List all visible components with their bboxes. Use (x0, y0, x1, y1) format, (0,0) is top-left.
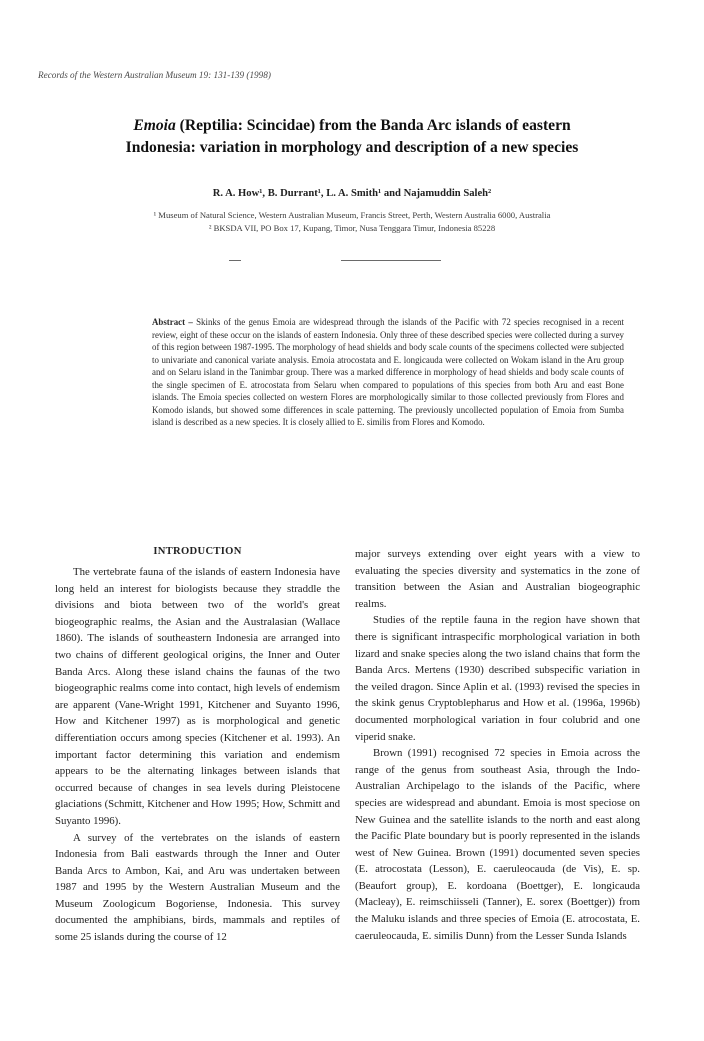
right-column (355, 546, 640, 944)
abstract-text: Skinks of the genus Emoia are widespread through the islands of the Pacific with 72 species recognised in a recent review, eight of these occur on the islands of eastern Indonesia. Only three of these described species were collected during a survey of this region between 1987-1995. The morphology of head shields and body scale counts of the specimens collected were subjected to univariate and canonical variate analysis. Emoia atrocostata and E. longicauda were collected on Wokam island in the Aru group and on Selaru island in the Tanimbar group. There was a marked difference in morphology of head shields and body scale counts of the single specimen of E. atrocostata from Selaru when compared to populations of this species from both Aru and east Bone islands. The Emoia species collected on western Flores are morphologically similar to those collected previously from Flores and Komodo islands, but showed some differences in scale patterning. The previously uncollected population of Emoia from Sumba island is described as a new species. It is closely allied to E. similis from Flores and Komodo. (152, 317, 625, 427)
title-line-1 (40, 115, 664, 137)
author-list: R. A. How¹, B. Durrant¹, L. A. Smith¹ and Najamuddin Saleh² (212, 188, 492, 199)
affiliation-1: ¹ Museum of Natural Science, Western Australian Museum, Francis Street, Perth, Western Australia 6000, Australia (153, 210, 551, 220)
intro-paragraph: The vertebrate fauna of the islands of eastern Indonesia have long held an interest for biologists because they straddle the divisions and biota between two of the world's great biogeographic realms, the Asian and the Australasian (Wallace 1860). The islands of southeastern Indonesia are arranged into two chains of different geological origins, the Inner and Outer Banda Arcs. Along these island chains the faunas of the two biogeographic realms come into contact, high levels of endemism are apparent (Vane-Wright 1991, Kitchener and Suyanto 1996, How and Kitchener 1997) as is morphological and genetic differentiation occurs among species (Kitchener et al. 1993). An important factor determining this variation and endemism appears to be the alternating linkages between islands that occurred because of changes in sea levels during Pleistocene glaciations (Schmitt, Kitchener and How 1995; How, Schmitt and Suyanto 1996). (55, 566, 340, 827)
abstract (152, 316, 624, 429)
intro-paragraph: major surveys extending over eight years with a view to evaluating the species diversity and systematics in the zone of transition between the Asian and Australian biogeographic realms. (355, 548, 640, 610)
section-heading-introduction: INTRODUCTION (153, 546, 242, 557)
journal-citation: Records of the Western Australian Museum 19: 131-139 (1998) (38, 70, 271, 80)
left-column (55, 546, 340, 946)
paper-title (40, 115, 664, 159)
affiliations (40, 209, 664, 235)
abstract-lead: Abstract – (152, 317, 193, 327)
separator-long (341, 260, 441, 261)
intro-paragraph: A survey of the vertebrates on the islands of eastern Indonesia from Bali eastwards through the Inner and Outer Banda Arcs to Ambon, Kai, and Aru was undertaken between 1987 and 1995 by the Western Australian Museum and the Museum Zoologicum Bogoriense, Indonesia. This survey documented the amphibians, birds, mammals and reptiles of some 25 islands during the course of 12 (55, 831, 340, 944)
separator-short (229, 260, 241, 261)
title-genus: Emoia (133, 117, 176, 134)
affiliation-2: ² BKSDA VII, PO Box 17, Kupang, Timor, Nusa Tenggara Timur, Indonesia 85228 (208, 223, 496, 233)
intro-paragraph: Brown (1991) recognised 72 species in Emoia across the range of the genus from southeast Asia, through the Indo-Australian Archipelago to the islands of the Pacific, where species are widespread and abundant. Emoia is most speciose on New Guinea and the satellite islands to the north and east along the Pacific Plate boundary but is poorly represented in the islands west of New Guinea. Brown (1991) documented seven species (E. atrocostata (Lesson), E. caeruleocauda (de Vis), E. sp. (Beaufort group), E. kordoana (Boettger), E. longicauda (Macleay), E. reimschiisseli (Tanner), E. sorex (Boettger)) from the Maluku islands and three species of Emoia (E. atrocostata, E. caeruleocauda, E. similis Dunn) from the Lesser Sunda Islands (355, 747, 640, 942)
title-line-2: Indonesia: variation in morphology and description of a new species (125, 139, 579, 156)
title-line-1-rest: (Reptilia: Scincidae) from the Banda Arc islands of eastern (175, 117, 571, 134)
intro-paragraph: Studies of the reptile fauna in the region have shown that there is significant intraspecific morphological variation in both lizard and snake species along the two island chains that form the Banda Arcs. Mertens (1930) described subspecific variation in the veiled dragon. Since Aplin et al. (1993) revised the species in the skink genus Cryptoblepharus and How et al. (1996a, 1996b) documented morphological variation in four colubrid and one viperid snake. (355, 614, 640, 743)
